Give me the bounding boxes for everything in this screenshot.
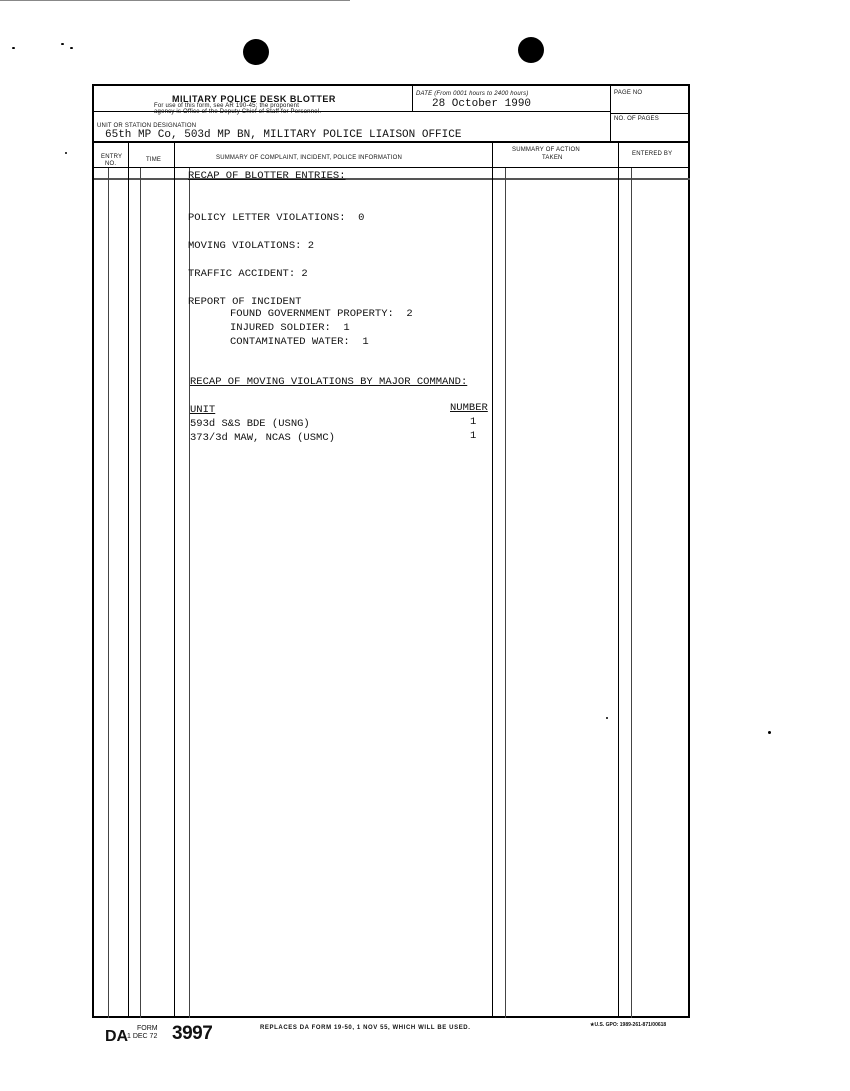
binder-hole-left bbox=[243, 39, 269, 65]
footer-form-block bbox=[127, 1025, 158, 1041]
footer-replaces-note: REPLACES DA FORM 19-50, 1 NOV 55, WHICH WILL BE USED. bbox=[260, 1025, 471, 1031]
scan-top-edge bbox=[0, 0, 350, 1]
date-value: 28 October 1990 bbox=[432, 98, 532, 110]
unit-value: 65th MP Co, 503d MP BN, MILITARY POLICE LIAISON OFFICE bbox=[105, 129, 462, 141]
divider bbox=[412, 86, 413, 112]
form-title: MILITARY POLICE DESK BLOTTER bbox=[172, 94, 336, 104]
footer-form-number: 3997 bbox=[172, 1023, 213, 1044]
policy-violations: POLICY LETTER VIOLATIONS: 0 bbox=[188, 212, 365, 224]
column-divider-faint bbox=[505, 168, 506, 1018]
footer-da: DA bbox=[105, 1028, 129, 1045]
column-divider-faint bbox=[108, 168, 109, 1018]
binder-hole-right bbox=[518, 37, 544, 63]
recap-heading: RECAP OF BLOTTER ENTRIES: bbox=[188, 170, 346, 182]
report-of-incident: REPORT OF INCIDENT bbox=[188, 296, 302, 308]
footer-gpo-code: ★U.S. GPO: 1989-261-871/00618 bbox=[590, 1022, 667, 1028]
column-divider bbox=[128, 142, 129, 1018]
col-action-label-1: SUMMARY OF ACTION bbox=[512, 147, 580, 153]
col-summary-label: SUMMARY OF COMPLAINT, INCIDENT, POLICE INFORMATION bbox=[216, 155, 403, 161]
rule bbox=[94, 167, 690, 168]
number-row: 1 bbox=[470, 430, 477, 442]
col-entered-label: ENTERED BY bbox=[632, 151, 673, 157]
no-of-pages-label: NO. OF PAGES bbox=[614, 116, 659, 122]
column-divider-faint bbox=[631, 168, 632, 1018]
scan-speck bbox=[12, 47, 15, 49]
page-no-label: PAGE NO bbox=[614, 90, 643, 96]
column-divider bbox=[618, 142, 619, 1018]
desk-blotter-form bbox=[92, 84, 690, 1018]
unit-row: 373/3d MAW, NCAS (USMC) bbox=[190, 432, 335, 444]
form-use-note-2: agency is Office of the Deputy Chief of Staff for Personnel. bbox=[154, 109, 322, 115]
form-use-note-1: For use of this form, see AR 190-45; the proponent bbox=[154, 103, 300, 109]
injured-soldier: INJURED SOLDIER: 1 bbox=[230, 322, 350, 334]
footer-form-label: FORM bbox=[137, 1025, 158, 1032]
column-divider bbox=[174, 142, 175, 1018]
rule-soft bbox=[94, 178, 690, 180]
number-row: 1 bbox=[470, 416, 477, 428]
contaminated-water: CONTAMINATED WATER: 1 bbox=[230, 336, 369, 348]
unit-column-header: UNIT bbox=[190, 404, 216, 416]
recap-moving-heading: RECAP OF MOVING VIOLATIONS BY MAJOR COMMAND: bbox=[190, 376, 468, 388]
footer-form-date: 1 DEC 72 bbox=[127, 1033, 158, 1040]
found-government-property: FOUND GOVERNMENT PROPERTY: 2 bbox=[230, 308, 413, 320]
number-column-header: NUMBER bbox=[450, 402, 488, 414]
col-time-label: TIME bbox=[146, 157, 162, 163]
col-entry-label-2: NO. bbox=[105, 161, 117, 167]
scan-speck bbox=[70, 47, 73, 49]
traffic-accident: TRAFFIC ACCIDENT: 2 bbox=[188, 268, 308, 280]
column-divider-faint bbox=[140, 168, 141, 1018]
col-action-label-2: TAKEN bbox=[542, 155, 563, 161]
scan-speck bbox=[61, 43, 64, 45]
scan-speck bbox=[768, 731, 771, 734]
scan-speck bbox=[65, 152, 67, 154]
moving-violations: MOVING VIOLATIONS: 2 bbox=[188, 240, 315, 252]
unit-row: 593d S&S BDE (USNG) bbox=[190, 418, 310, 430]
col-entry-label-1: ENTRY bbox=[101, 154, 123, 160]
unit-label: UNIT OR STATION DESIGNATION bbox=[97, 123, 197, 129]
date-label: DATE (From 0001 hours to 2400 hours) bbox=[416, 91, 529, 97]
column-divider bbox=[492, 142, 493, 1018]
rule bbox=[94, 141, 690, 143]
rule bbox=[610, 113, 690, 114]
divider bbox=[610, 86, 611, 142]
